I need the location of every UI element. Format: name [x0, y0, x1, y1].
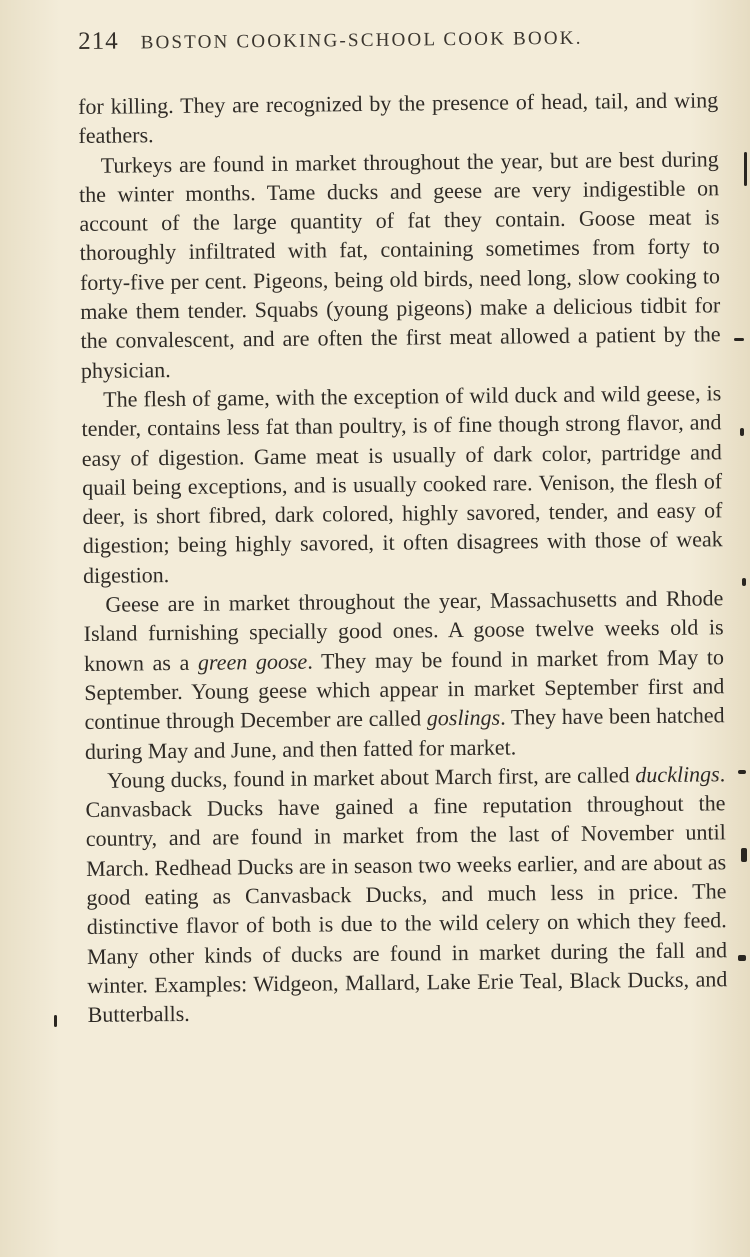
margin-speck [742, 578, 746, 586]
page-header [78, 21, 718, 68]
text-run: Young ducks, found in market about March first, are called [107, 762, 636, 793]
page-number: 214 [78, 27, 119, 55]
italic-term: goslings [426, 704, 501, 731]
running-head: BOSTON COOKING-SCHOOL COOK BOOK. [140, 27, 583, 54]
margin-speck [741, 848, 747, 862]
paragraph [81, 378, 723, 590]
text-run: Geese are in market throughout the year, Massachusetts and Rhode Island furnishing specially good ones. A goose twelve weeks old is known as a [83, 585, 724, 676]
margin-speck [54, 1015, 57, 1027]
margin-speck [740, 428, 744, 436]
text-run: Turkeys are found in market throughout the year, but are best during the winter months. Tame ducks and geese are very indigestible on account of the large quantity of fat they contain. Goose meat is thoroughly infiltrated with fat, containing sometimes from forty to forty-five per cent. Pigeons, being old birds, need long, slow cooking to make them tender. Squabs (young pigeons) make a delicious tidbit for the convalescent, and are often the first meat allowed a patient by the physician. [78, 145, 721, 383]
margin-speck [738, 955, 746, 961]
text-run: . They have been hatched during May and June, and then fatted for market. [84, 702, 725, 764]
paragraph [79, 144, 721, 385]
text-run: . Canvasback Ducks have gained a fine reputation throughout the country, and are found in market from the last of November until March. Redhead Ducks are in season two weeks earlier, and are about as good eating as Canvasback Ducks, and much less in price. The distinctive flavor of both is due to the wild celery on which they feed. Many other kinds of ducks are found in market during the fall and winter. Examples: Widgeon, Mallard, Lake Erie Teal, Black Ducks, and Butterballs. [85, 761, 728, 1028]
paragraph [83, 583, 725, 765]
paragraph [85, 759, 728, 1029]
margin-speck [738, 770, 746, 774]
paragraph [78, 85, 719, 150]
body-text [78, 85, 728, 1029]
text-run: The flesh of game, with the exception of wild duck and wild geese, is tender, contains less fat than poultry, is of fine though strong flavor, and easy of digestion. Game meat is usually of dark color, partridge and quail being exceptions, and is usually cooked rare. Venison, the flesh of deer, is short fibred, dark colored, highly savored, tender, and easy of digestion; being highly savored, it often disagrees with those of weak digestion. [81, 380, 723, 588]
italic-term: ducklings [635, 761, 720, 788]
text-run: for killing. They are recognized by the presence of head, tail, and wing feathers. [78, 87, 719, 149]
margin-speck [734, 338, 744, 341]
margin-speck [744, 152, 747, 186]
italic-term: green goose [197, 648, 308, 675]
text-run: . They may be found in market from May to September. Young geese which appear in market September first and continue through December are called [84, 643, 725, 735]
